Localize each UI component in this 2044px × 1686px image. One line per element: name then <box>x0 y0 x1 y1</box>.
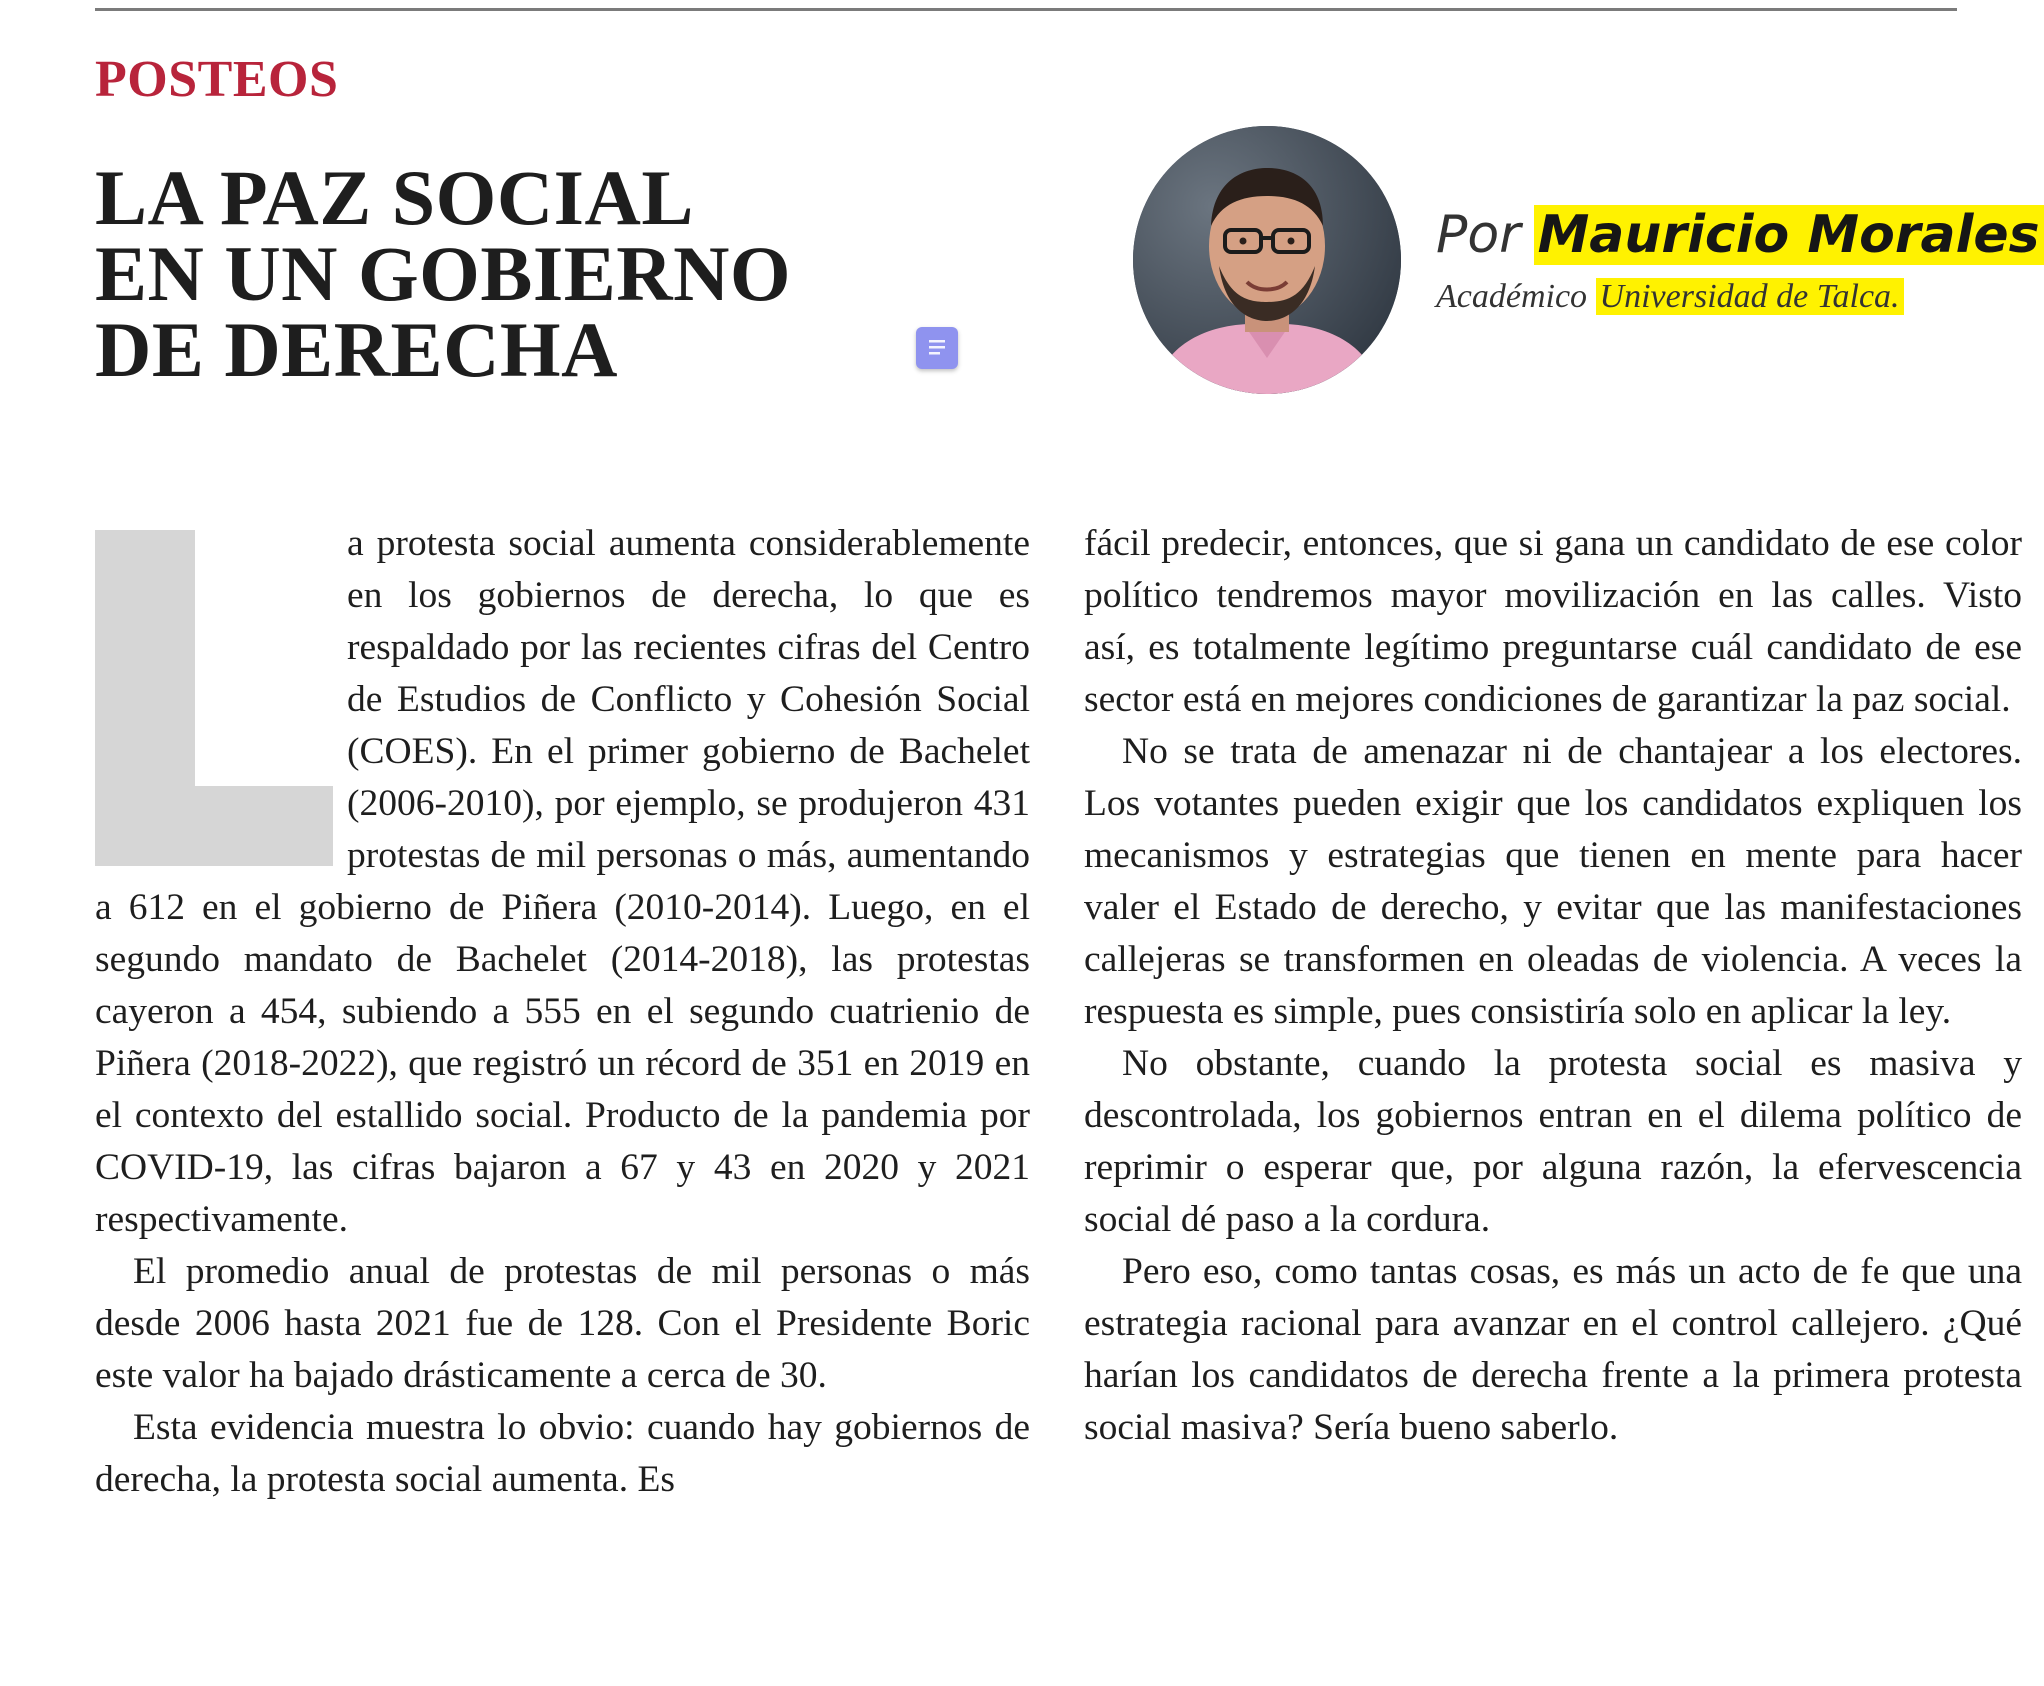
paragraph-6: Pero eso, como tantas cosas, es más un acto de fe que una estrategia racional para avanzar en el control callejero. ¿Qué harían los candidatos de derecha frente a la primera protesta social masiva? Sería bueno saberlo. <box>1084 1251 2022 1448</box>
document-icon[interactable] <box>916 327 958 369</box>
paragraph-1: a protesta social aumenta considerablemente en los gobiernos de derecha, lo que es respaldado por las recientes cifras del Centro de Estudios de Conflicto y Cohesión Social (COES). En el primer gobierno de Bachelet (2006-2010), por ejemplo, se produjeron 431 protestas de mil personas o más, aumentando a 612 en el gobierno de Piñera (2010-2014). Luego, en el segundo mandato de Bachelet (2014-2018), las protestas cayeron a 454, subiendo a 555 en el segundo cuatrienio de Piñera (2018-2022), que registró un récord de 351 en 2019 en el contexto del estallido social. Producto de la pandemia por COVID-19, las cifras bajaron a 67 y 43 en 2020 y 2021 respectivamente. <box>95 523 1030 1240</box>
article-column-right <box>1084 518 2022 1454</box>
drop-cap <box>95 530 333 866</box>
paragraph-5: No obstante, cuando la protesta social es masiva y descontrolada, los gobiernos entran en el dilema político de reprimir o esperar que, por alguna razón, la efervescencia social dé paso a la cordura. <box>1084 1043 2022 1240</box>
paragraph-3: Esta evidencia muestra lo obvio: cuando hay gobiernos de derecha, la protesta social aumenta. Es <box>95 1407 1030 1500</box>
section-label: POSTEOS <box>95 51 339 108</box>
paragraph-2: El promedio anual de protestas de mil personas o más desde 2006 hasta 2021 fue de 128. Con el Presidente Boric este valor ha bajado drásticamente a cerca de 30. <box>95 1251 1030 1396</box>
byline-prefix: Por <box>1436 205 1521 265</box>
author-role <box>1436 278 1904 316</box>
headline-line-1: LA PAZ SOCIAL <box>95 154 694 241</box>
top-rule <box>95 8 1957 11</box>
headline-line-2: EN UN GOBIERNO <box>95 230 792 317</box>
paragraph-3-continued: fácil predecir, entonces, que si gana un candidato de ese color político tendremos mayor movilización en las calles. Visto así, es totalmente legítimo preguntarse cuál candidato de ese sector está en mejores condiciones de garantizar la paz social. <box>1084 523 2022 720</box>
headline-line-3: DE DERECHA <box>95 306 618 393</box>
author-name: Mauricio Morales <box>1534 205 2044 265</box>
article-column-left <box>95 518 1030 1506</box>
author-affiliation: Universidad de Talca. <box>1596 278 1904 315</box>
paragraph-4: No se trata de amenazar ni de chantajear a los electores. Los votantes pueden exigir que los candidatos expliquen los mecanismos y estrategias que tienen en mente para hacer valer el Estado de derecho, y evitar que las manifestaciones callejeras se transformen en oleadas de violencia. A veces la respuesta es simple, pues consistiría solo en aplicar la ley. <box>1084 731 2022 1032</box>
role-prefix: Académico <box>1436 278 1588 315</box>
headline <box>95 154 792 393</box>
byline <box>1436 205 2044 265</box>
author-photo <box>1133 126 1401 394</box>
